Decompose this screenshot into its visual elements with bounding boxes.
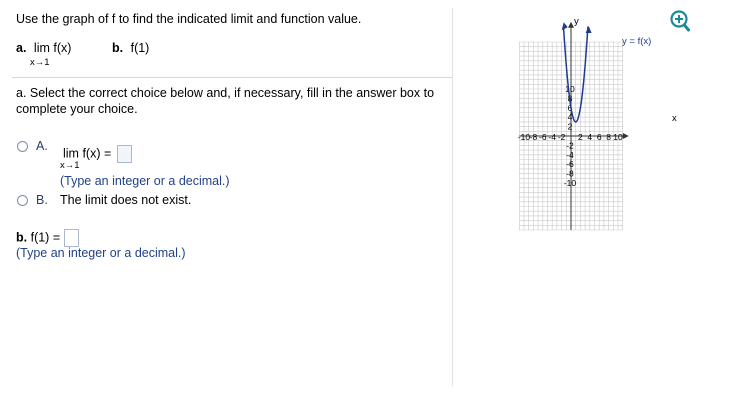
choice-a-subscript: x→1 [60, 160, 80, 171]
y-tick-label: -8 [566, 168, 574, 179]
y-tick-label: 8 [567, 93, 573, 104]
y-tick-label: 6 [567, 102, 573, 113]
function-label: y = f(x) [622, 36, 652, 47]
part-a-prompt [16, 41, 71, 55]
y-tick-label: 4 [567, 112, 573, 123]
x-tick-label: -4 [548, 132, 556, 142]
choice-a-text: lim f(x) = [63, 146, 112, 161]
x-tick-label: -8 [529, 132, 538, 142]
panel-divider [452, 8, 453, 386]
x-tick-label: 2 [578, 132, 583, 142]
function-value-answer-box[interactable] [64, 229, 79, 247]
x-tick-label: -2 [557, 132, 566, 142]
y-tick-label: 10 [565, 84, 575, 94]
question-text: Use the graph of f to find the indicated limit and function value. [16, 12, 362, 26]
y-tick-label: 2 [567, 121, 573, 132]
y-tick-label: -2 [566, 140, 574, 151]
part-b-answer-text: f(1) = [30, 230, 61, 245]
x-tick-label: -6 [539, 132, 547, 142]
y-tick-label: -6 [566, 159, 574, 170]
limit-answer-box[interactable] [117, 145, 132, 163]
y-tick-label: -10 [563, 178, 577, 188]
x-tick-label: -10 [517, 132, 531, 142]
choice-a-hint: (Type an integer or a decimal.) [60, 174, 230, 188]
x-axis-arrow [623, 133, 629, 139]
part-b-hint: (Type an integer or a decimal.) [16, 246, 186, 260]
curve-arrow-left [562, 22, 568, 30]
x-axis-label: x [672, 113, 677, 124]
y-axis-label: y [574, 16, 579, 27]
part-b-answer-label: b. [16, 230, 28, 245]
x-tick-label: 6 [596, 132, 602, 142]
part-b-expression: f(1) [130, 41, 150, 55]
part-b-answer-row [16, 229, 79, 247]
choice-b-radio[interactable] [17, 195, 28, 206]
choice-a-radio[interactable] [17, 141, 28, 152]
choice-b-letter[interactable]: B. [36, 193, 48, 207]
graph-axes [519, 22, 629, 230]
x-tick-label: 10 [613, 132, 623, 142]
part-b-label: b. [112, 41, 124, 55]
choice-b-text[interactable]: The limit does not exist. [60, 193, 192, 207]
instruction-text: a. Select the correct choice below and, if necessary, fill in the answer box to complete your choice. [16, 86, 435, 116]
part-a-expression: lim f(x) [33, 41, 72, 55]
part-a-subscript: x→1 [30, 57, 50, 68]
function-graph [460, 10, 690, 246]
choice-a-letter[interactable]: A. [36, 139, 48, 153]
part-a-label: a. [16, 41, 27, 55]
divider [12, 77, 452, 78]
x-tick-label: 8 [606, 132, 611, 142]
part-b-prompt [112, 41, 149, 55]
x-tick-label: 4 [587, 132, 593, 142]
y-tick-label: -4 [566, 149, 574, 160]
curve-arrow-right [586, 26, 592, 33]
